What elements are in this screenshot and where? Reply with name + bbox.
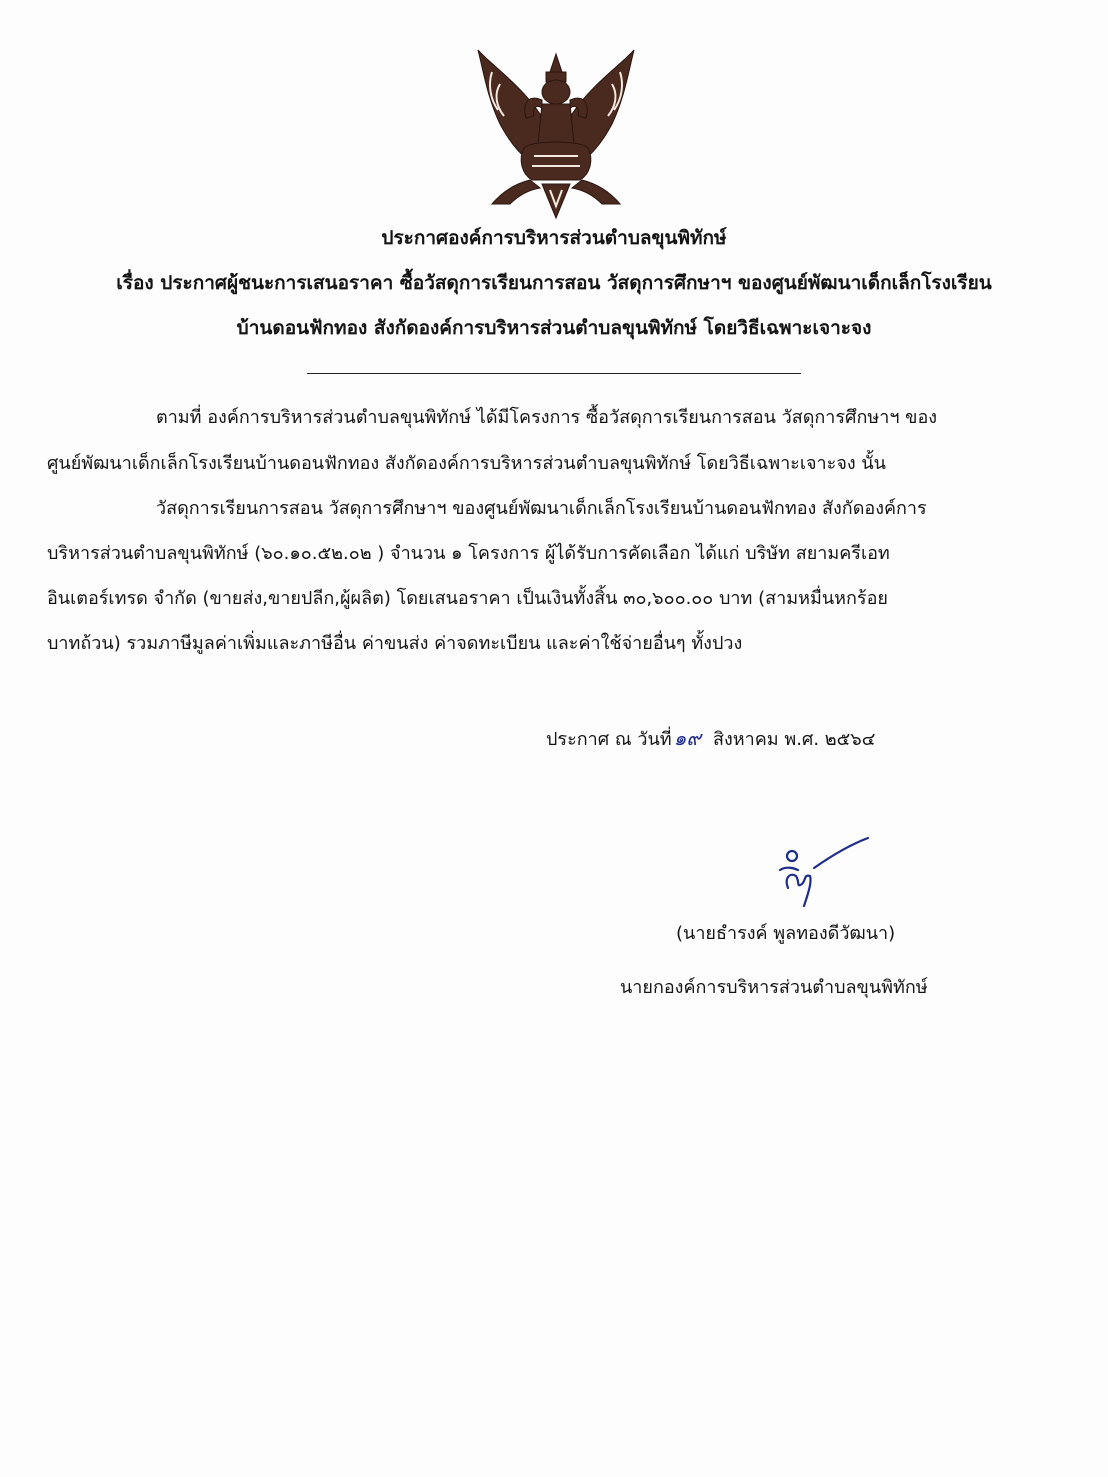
handwritten-signature (740, 826, 880, 926)
body-line: วัสดุการเรียนการสอน วัสดุการศึกษาฯ ของศูนย์พัฒนาเด็กเล็กโรงเรียนบ้านดอนฟักทอง สังกัดองค์การ (156, 498, 927, 519)
announcement-title: ประกาศองค์การบริหารส่วนตำบลขุนพิทักษ์ (381, 227, 727, 249)
garuda-emblem-icon (470, 44, 642, 222)
subject-line: เรื่อง ประกาศผู้ชนะการเสนอราคา ซื้อวัสดุการเรียนการสอน วัสดุการศึกษาฯ ของศูนย์พัฒนาเด็กเล็กโรงเรียน (116, 272, 992, 294)
date-suffix: สิงหาคม พ.ศ. ๒๕๖๔ (712, 729, 876, 750)
announcement-date (546, 726, 875, 752)
subject-line-continued: บ้านดอนฟักทอง สังกัดองค์การบริหารส่วนตำบลขุนพิทักษ์ โดยวิธีเฉพาะเจาะจง (236, 317, 872, 339)
handwritten-day: ๑๙ (673, 726, 701, 750)
body-line: บริหารส่วนตำบลขุนพิทักษ์ (๖๐.๑๐.๕๒.๐๒ ) จำนวน ๑ โครงการ ผู้ได้รับการคัดเลือก ได้แก่ บริษัท สยามครีเอท (47, 543, 890, 564)
title-divider (307, 373, 801, 374)
date-prefix: ประกาศ ณ วันที่ (546, 729, 672, 750)
body-line: ตามที่ องค์การบริหารส่วนตำบลขุนพิทักษ์ ได้มีโครงการ ซื้อวัสดุการเรียนการสอน วัสดุการศึกษาฯ ของ (156, 407, 938, 428)
signer-position: นายกองค์การบริหารส่วนตำบลขุนพิทักษ์ (620, 977, 928, 998)
body-line: อินเตอร์เทรด จำกัด (ขายส่ง,ขายปลีก,ผู้ผลิต) โดยเสนอราคา เป็นเงินทั้งสิ้น ๓๐,๖๐๐.๐๐ บาท (สามหมื่นหกร้อย (47, 588, 888, 609)
body-line: ศูนย์พัฒนาเด็กเล็กโรงเรียนบ้านดอนฟักทอง สังกัดองค์การบริหารส่วนตำบลขุนพิทักษ์ โดยวิธีเฉพาะเจาะจง นั้น (47, 453, 886, 474)
signer-name: (นายธำรงค์ พูลทองดีวัฒนา) (676, 923, 896, 944)
body-line: บาทถ้วน) รวมภาษีมูลค่าเพิ่มและภาษีอื่น ค่าขนส่ง ค่าจดทะเบียน และค่าใช้จ่ายอื่นๆ ทั้งปวง (47, 633, 743, 654)
